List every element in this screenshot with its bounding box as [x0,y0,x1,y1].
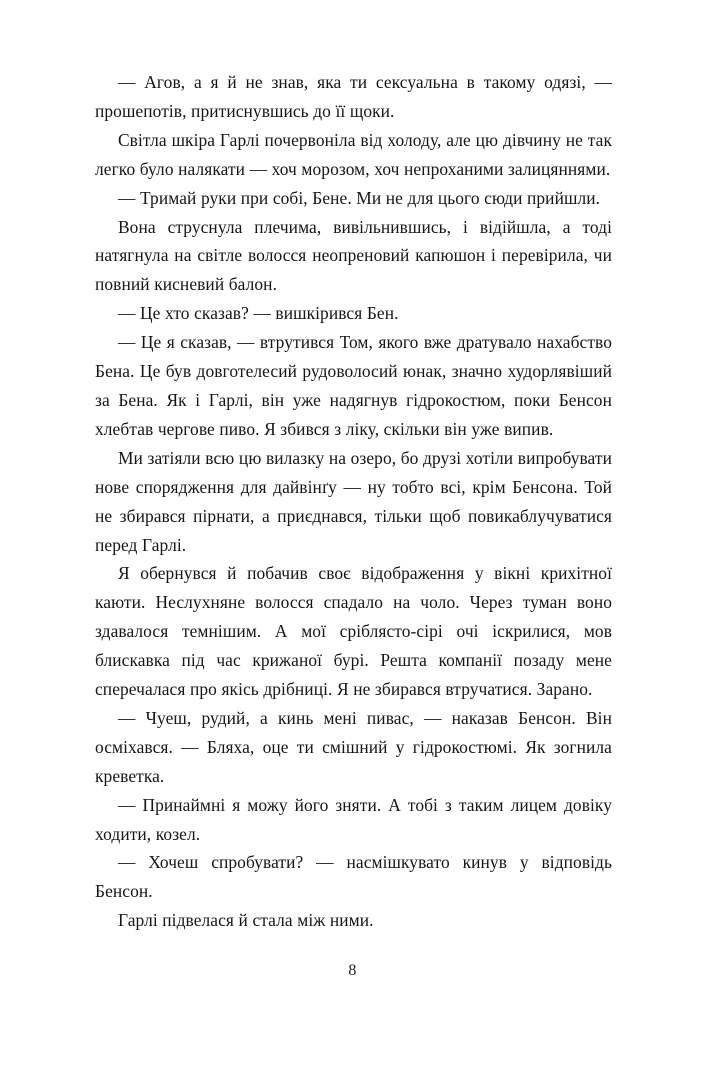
paragraph: — Агов, а я й не знав, яка ти сексуальна в такому одязі, — прошепотів, притиснувшись до її щоки. [95,72,612,121]
paragraph: — Хочеш спробувати? — насмішкувато кинув у відповідь Бенсон. [95,852,612,902]
paragraph: Світла шкіра Гарлі почервоніла від холоду, але цю дівчину не так легко було налякати — хоч морозом, хоч непроханими залицяннями. [95,129,612,179]
paragraph: — Принаймні я можу його зняти. А тобі з таким лицем довіку ходити, козел. [95,794,612,844]
paragraph: Вона струснула плечима, вивільнившись, і відійшла, а тоді натягнула на світле волосся неопреновий капюшон і перевірила, чи повний кисневий балон. [95,216,612,295]
paragraph: — Це хто сказав? — вишкірився Бен. [118,303,399,324]
paragraph: Ми затіяли всю цю вилазку на озеро, бо друзі хотіли випробувати нове спорядження для дайвінґу — ну тобто всі, крім Бенсона. Той не збирався пірнати, а приєднався, тільки щоб повикаблучуватися перед Гарлі. [95,447,612,555]
paragraph: Гарлі підвелася й стала між ними. [118,910,374,931]
paragraph: Я обернувся й побачив своє відображення у вікні крихітної каюти. Неслухняне волосся спадало на чоло. Через туман воно здавалося темнішим. А мої сріблясто-сірі очі іскрилися, мов блискавка під час крижаної бурі. Решта компанії позаду мене сперечалася про якісь дрібниці. Я не збирався втручатися. Зарано. [95,563,612,700]
paragraph: — Тримай руки при собі, Бене. Ми не для цього сюди прийшли. [118,187,601,208]
body-text-block [95,68,612,935]
paragraph: — Це я сказав, — втрутився Том, якого вже дратувало нахабство Бена. Це був довготелесий рудоволосий юнак, значно худорлявіший за Бена. Як і Гарлі, він уже надягнув гідрокостюм, поки Бенсон хлебтав чергове пиво. Я збився з ліку, скільки він уже випив. [95,332,612,439]
page-number: 8 [348,962,357,979]
paragraph: — Чуеш, рудий, а кинь мені пивас, — наказав Бенсон. Він осміхався. — Бляха, оце ти смішний у гідрокостюмі. Як зогнила креветка. [95,707,612,786]
